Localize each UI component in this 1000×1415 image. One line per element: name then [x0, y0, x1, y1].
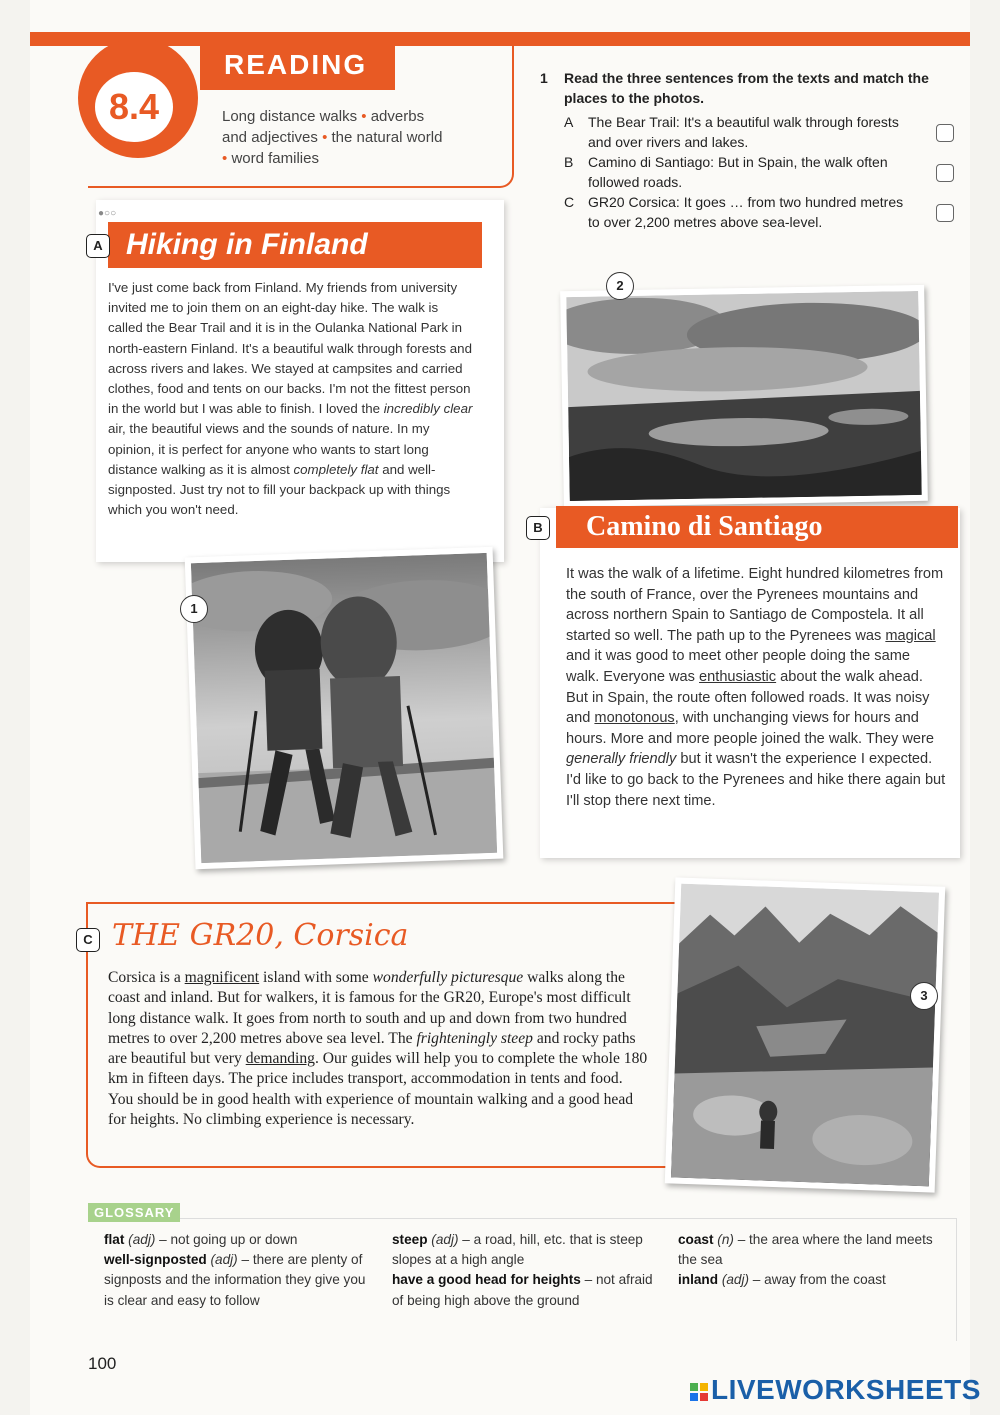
- liveworksheets-icon: [690, 1383, 708, 1401]
- photo-hikers: [185, 547, 504, 870]
- text-a-body: I've just come back from Finland. My friends from university invited me to join them on an eight-day hike. The walk is called the Bear Trail and it is in the Oulanka National Park in north-eastern Finland. It's a beautiful walk through forests and across rivers and lakes. We stayed at campsites and carried clothes, food and tents on our backs. I'm not the fittest person in the world but I was able to finish. I loved the incredibly clear air, the beautiful views and the sounds of nature. In my opinion, it is perfect for anyone who wants to start long distance walking as it is almost completely flat and well-signposted. Just try not to fill your backpack up with things which you won't need.: [108, 280, 473, 518]
- option-b: B Camino di Santiago: But in Spain, the walk often followed roads.: [564, 152, 950, 192]
- glossary-column-2: [392, 1230, 654, 1311]
- top-accent-bar: [30, 32, 970, 46]
- browser-dots-icon: ●○○: [98, 208, 117, 219]
- glossary-column-3: [678, 1230, 942, 1291]
- photo-mountains: [665, 877, 946, 1192]
- text-c-letter: C: [76, 928, 100, 952]
- glossary-entry: steep (adj) – a road, hill, etc. that is steep slopes at a high angle: [392, 1232, 643, 1268]
- lesson-subtitle: Long distance walks • adverbs and adjectives • the natural world • word families: [222, 108, 443, 167]
- glossary-entry: coast (n) – the area where the land meets the sea: [678, 1232, 933, 1268]
- text-b-body: It was the walk of a lifetime. Eight hundred kilometres from the south of France, over the Pyrenees mountains and across northern Spain to Santiago de Compostela. It all started so well. The path up to the Pyrenees was magical and it was good to meet other people doing the same walk. Everyone was enthusiastic about the walk ahead. But in Spain, the route often followed roads. It was noisy and monotonous, with unchanging views for hours and hours. More and more people joined the walk. They were generally friendly but it wasn't the experience I expected. I'd like to go back to the Pyrenees and hike there again but I'll stop there next time.: [566, 566, 946, 809]
- answer-box-b[interactable]: [936, 164, 954, 182]
- answer-box-a[interactable]: [936, 124, 954, 142]
- text-a-letter: A: [86, 234, 110, 258]
- hikers-image: [191, 553, 497, 863]
- exercise-1: [540, 68, 950, 232]
- photo-lake-forest: [560, 285, 928, 507]
- exercise-number: 1: [540, 70, 548, 86]
- glossary-label: GLOSSARY: [88, 1203, 180, 1222]
- answer-box-c[interactable]: [936, 204, 954, 222]
- photo-number-1: 1: [180, 595, 208, 623]
- photo-number-2: 2: [606, 272, 634, 300]
- text-c-title: THE GR20, Corsica: [112, 918, 409, 953]
- text-c-body: Corsica is a magnificent island with some wonderfully picturesque walks along the coast and inland. But for walkers, it is famous for the GR20, Europe's most difficult long distance walk. It goes from north to south and up and down from two hundred metres to over 2,200 metres above sea level. The frighteningly steep and rocky paths are beautiful but very demanding. Our guides will help you to complete the whole 180 km in fifteen days. The price includes transport, accommodation in tents and food. You should be in good health with experience of mountain walking and a good head for heights. No climbing experience is necessary.: [108, 969, 648, 1129]
- glossary-entry: flat (adj) – not going up or down: [104, 1232, 298, 1247]
- text-b-letter: B: [526, 516, 550, 540]
- section-title: READING: [200, 44, 395, 90]
- exercise-question: Read the three sentences from the texts and match the places to the photos.: [564, 70, 929, 106]
- glossary-column-1: [104, 1230, 374, 1311]
- glossary-entry: well-signposted (adj) – there are plenty of signposts and the information they give you is clear and easy to follow: [104, 1252, 366, 1308]
- lesson-number: 8.4: [95, 72, 173, 142]
- page-number: 100: [88, 1354, 117, 1373]
- text-b-title: Camino di Santiago: [556, 506, 958, 548]
- option-c: C GR20 Corsica: It goes … from two hundred metres to over 2,200 metres above sea-level.: [564, 192, 950, 232]
- liveworksheets-logo[interactable]: LIVEWORKSHEETS: [690, 1374, 981, 1406]
- option-a: A The Bear Trail: It's a beautiful walk through forests and over rivers and lakes.: [564, 112, 950, 152]
- glossary-entry: inland (adj) – away from the coast: [678, 1272, 886, 1288]
- text-a-title: Hiking in Finland: [108, 222, 482, 268]
- lake-forest-image: [566, 291, 922, 501]
- glossary-entry: have a good head for heights – not afraid of being high above the ground: [392, 1272, 653, 1308]
- mountains-image: [671, 884, 939, 1187]
- photo-number-3: 3: [910, 982, 938, 1010]
